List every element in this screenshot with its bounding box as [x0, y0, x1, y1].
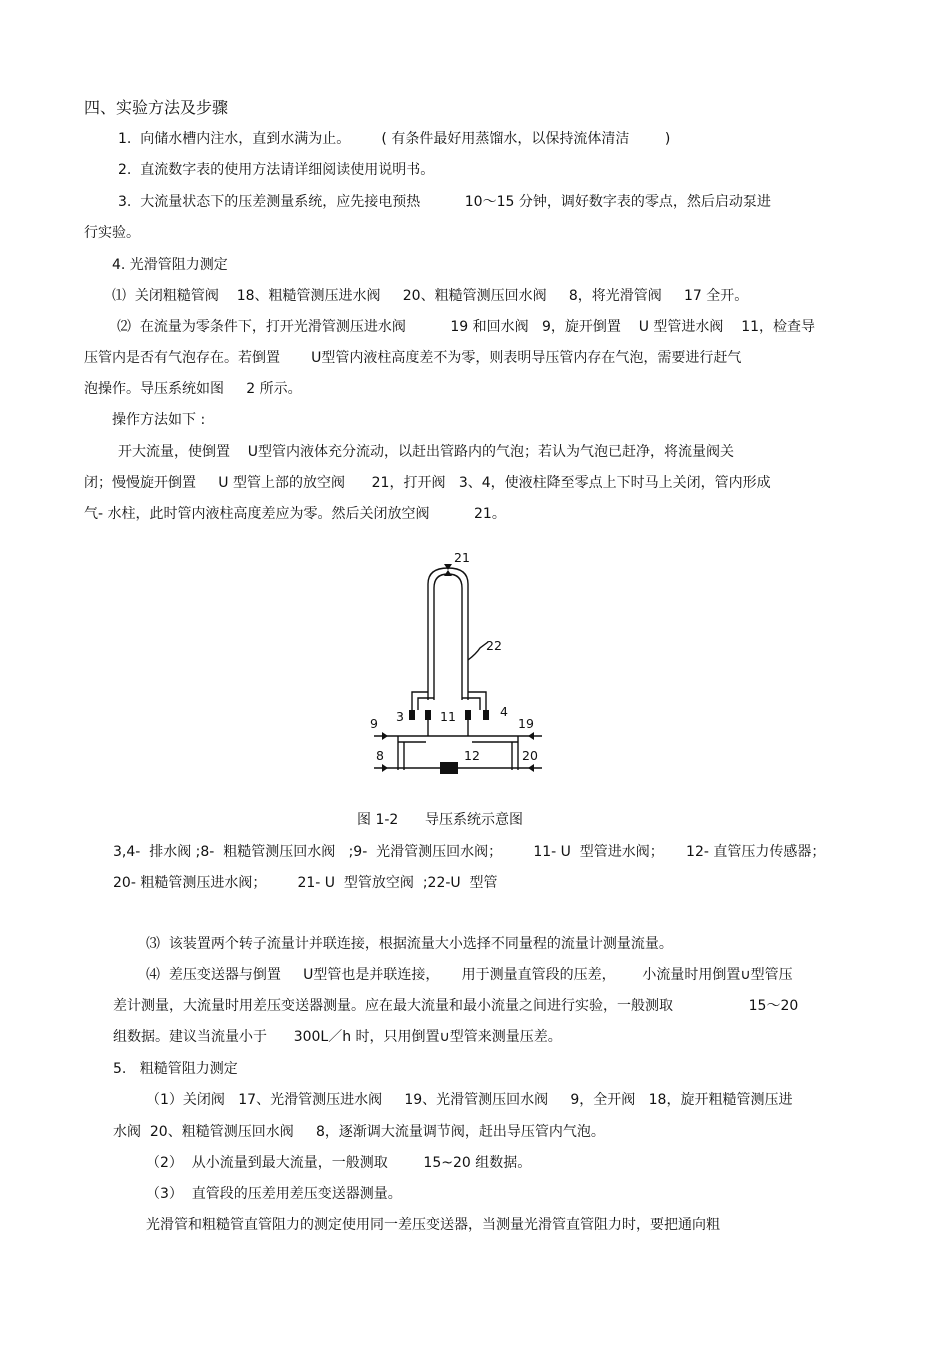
section-title: 四、实验方法及步骤: [84, 98, 229, 117]
label-11: 11: [440, 709, 456, 724]
operation-line-1: 开大流量，使倒置 U型管内液体充分流动，以赶出管路内的气泡；若认为气泡已赶净，将流量阀关: [118, 444, 735, 460]
legend-line-2: 20- 粗糙管测压进水阀； 21- U 型管放空阀 ;22-U 型管: [113, 875, 498, 891]
step-4-4-cont-a: 差计测量，大流量时用差压变送器测量。应在最大流量和最小流量之间进行实验，一般测取 15～20: [113, 998, 799, 1014]
step-3: 3. 大流量状态下的压差测量系统，应先接电预热 10～15 分钟，调好数字表的零点，然后启动泵进: [118, 194, 771, 210]
label-3: 3: [396, 709, 404, 724]
label-21: 21: [454, 550, 470, 565]
step-4-4: ⑷ 差压变送器与倒置 U型管也是并联连接， 用于测量直管段的压差， 小流量时用倒置∪型管压: [146, 967, 793, 983]
figure-caption: 图 1-2 导压系统示意图: [357, 812, 524, 828]
valve-8: [382, 764, 388, 772]
label-8: 8: [376, 748, 384, 763]
u-tube-pipes: [374, 568, 542, 770]
label-20: 20: [522, 748, 538, 763]
step-4-4-cont-b: 组数据。建议当流量小于 300L／h 时，只用倒置∪型管来测量压差。: [113, 1029, 562, 1045]
label-9: 9: [370, 716, 378, 731]
operation-line-3: 气- 水柱，此时管内液柱高度差应为零。然后关闭放空阀 21。: [84, 506, 506, 522]
step-4-2-cont-a: 压管内是否有气泡存在。若倒置 U型管内液柱高度差不为零，则表明导压管内存在气泡，需要进行赶气: [84, 350, 742, 366]
valve-11-left: [425, 710, 431, 720]
step-4-1: ⑴ 关闭粗糙管阀 18、粗糙管测压进水阀 20、粗糙管测压回水阀 8，将光滑管阀 17 全开。: [112, 288, 749, 304]
label-22: 22: [486, 638, 502, 653]
valve-21: [444, 564, 452, 570]
pressure-system-diagram: [368, 550, 548, 778]
label-12: 12: [464, 748, 480, 763]
step-4-2: ⑵ 在流量为零条件下，打开光滑管测压进水阀 19 和回水阀 9，旋开倒置 U 型管进水阀 11，检查导: [117, 319, 816, 335]
final-paragraph: 光滑管和粗糙管直管阻力的测定使用同一差压变送器，当测量光滑管直管阻力时，要把通向粗: [146, 1217, 720, 1233]
valve-19: [528, 732, 534, 740]
pressure-sensor-12: [440, 762, 458, 774]
step-4-2-cont-b: 泡操作。导压系统如图 2 所示。: [84, 381, 302, 397]
valve-11-right: [465, 710, 471, 720]
step-5-title: 5. 粗糙管阻力测定: [113, 1061, 238, 1077]
step-3-cont: 行实验。: [84, 225, 140, 241]
operation-line-2: 闭；慢慢旋开倒置 U 型管上部的放空阀 21，打开阀 3、4，使液柱降至零点上下时马上关闭，管内形成: [84, 475, 771, 491]
step-5-2: （2） 从小流量到最大流量，一般测取 15~20 组数据。: [146, 1155, 532, 1171]
valve-3: [409, 710, 415, 720]
valve-9: [382, 732, 388, 740]
figure-labels: [370, 550, 538, 763]
operation-title: 操作方法如下 :: [112, 412, 206, 428]
step-4-title: 4. 光滑管阻力测定: [112, 257, 228, 273]
step-5-1-cont: 水阀 20、粗糙管测压回水阀 8，逐渐调大流量调节阀，赶出导压管内气泡。: [113, 1124, 605, 1140]
step-4-3: ⑶ 该装置两个转子流量计并联连接，根据流量大小选择不同量程的流量计测量流量。: [146, 936, 673, 952]
valve-20: [528, 764, 534, 772]
legend-line-1: 3,4- 排水阀 ;8- 粗糙管测压回水阀 ;9- 光滑管测压回水阀； 11- U 型管进水阀； 12- 直管压力传感器；: [113, 844, 826, 860]
label-19: 19: [518, 716, 534, 731]
step-2: 2. 直流数字表的使用方法请详细阅读使用说明书。: [118, 162, 435, 178]
step-5-3: （3） 直管段的压差用差压变送器测量。: [146, 1186, 402, 1202]
valve-4: [483, 710, 489, 720]
step-1: 1. 向储水槽内注水，直到水满为止。 ( 有条件最好用蒸馏水，以保持流体清洁 ): [118, 131, 671, 147]
step-5-1: （1）关闭阀 17、光滑管测压进水阀 19、光滑管测压回水阀 9，全开阀 18，旋开粗糙管测压进: [146, 1092, 793, 1108]
label-4: 4: [500, 704, 508, 719]
